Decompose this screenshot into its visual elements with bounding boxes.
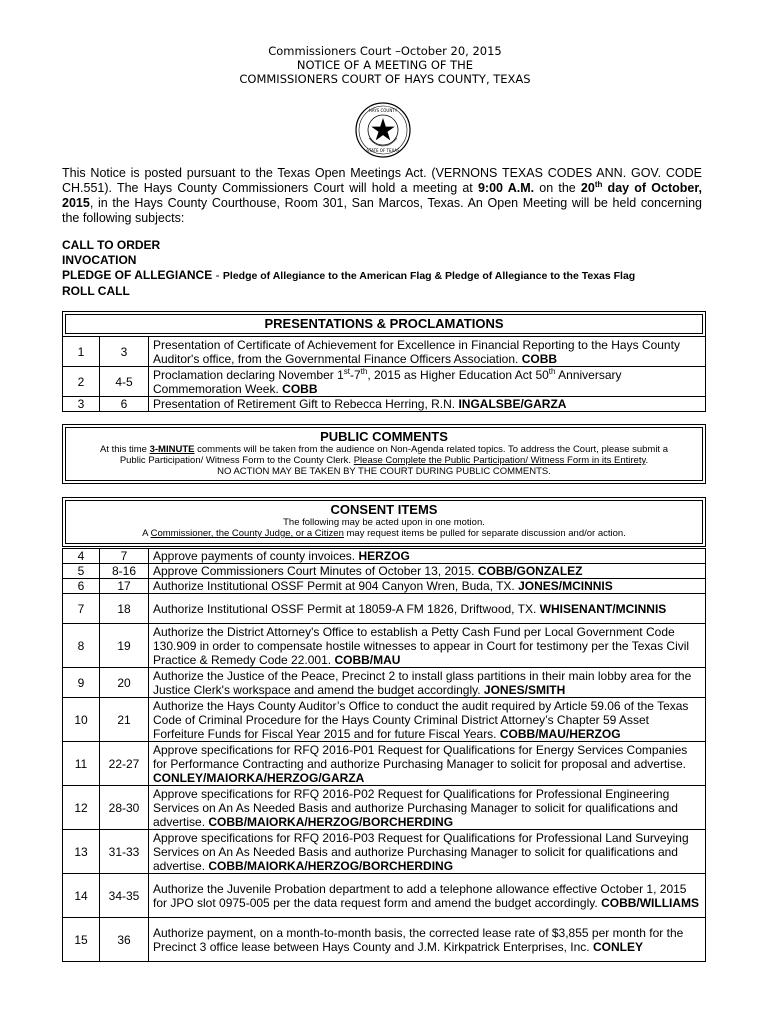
item-description: [149, 594, 706, 624]
item-pages: 8-16: [100, 564, 149, 579]
item-text: Presentation of Retirement Gift to Rebecca Herring, R.N.: [153, 397, 459, 411]
item-description: [149, 918, 706, 962]
item-pages: 34-35: [100, 874, 149, 918]
item-description: [149, 786, 706, 830]
table-row: [63, 786, 706, 830]
county-seal-icon: [355, 102, 411, 158]
consent-items-title: CONSENT ITEMS: [330, 502, 438, 517]
header-line-1: Commissioners Court –October 20, 2015: [268, 44, 502, 58]
item-text: Authorize payment, on a month-to-month basis, the corrected lease rate of $3,855 per month for the Precinct 3 office lease between Hays County and J.M. Kirkpatrick Enterprises, Inc.: [153, 925, 684, 954]
item-text: Approve specifications for RFQ 2016-P01 Request for Qualifications for Energy Services Companies for Performance Contracting and authorize Purchasing Manager to solicit for proposal and advertise.: [153, 742, 688, 771]
table-row: [63, 830, 706, 874]
item-text: Anniversary Commemoration Week.: [153, 367, 622, 396]
public-comments-line-1: [63, 444, 705, 455]
item-number: 5: [63, 564, 100, 579]
invocation: INVOCATION: [62, 253, 137, 267]
item-text: Authorize Institutional OSSF Permit at 904 Canyon Wren, Buda, TX.: [153, 579, 519, 593]
item-sponsor: COBB/MAU: [334, 652, 401, 667]
item-pages: 36: [100, 918, 149, 962]
item-number: 6: [63, 579, 100, 594]
item-number: 12: [63, 786, 100, 830]
item-pages: 4-5: [100, 367, 149, 397]
table-row: [63, 579, 706, 594]
item-text-sup: th: [548, 366, 556, 376]
table-row: [63, 698, 706, 742]
item-description: [149, 624, 706, 668]
public-text-emphasis: 3-MINUTE: [149, 444, 195, 455]
consent-text: may request items be pulled for separate discussion and/or action.: [343, 528, 626, 539]
intro-text: on the: [534, 181, 581, 195]
item-sponsor: WHISENANT/MCINNIS: [539, 601, 667, 616]
item-description: [149, 830, 706, 874]
item-pages: 31-33: [100, 830, 149, 874]
intro-text: day of: [602, 181, 652, 195]
item-pages: 18: [100, 594, 149, 624]
item-text: Approve payments of county invoices.: [153, 549, 359, 563]
item-text: Authorize Institutional OSSF Permit at 18059-A FM 1826, Driftwood, TX.: [153, 601, 540, 616]
item-pages: 19: [100, 624, 149, 668]
header-line-2: NOTICE OF A MEETING OF THE: [296, 58, 474, 72]
public-text: Public Participation/ Witness Form to the County Clerk.: [119, 455, 354, 466]
item-number: 9: [63, 668, 100, 698]
item-number: 7: [63, 594, 100, 624]
item-text: -7: [350, 367, 361, 382]
header-line-3: COMMISSIONERS COURT OF HAYS COUNTY, TEXAS: [239, 72, 531, 86]
seal-top-text: HAYS COUNTY: [368, 108, 398, 113]
consent-line-2: [63, 528, 705, 539]
item-sponsor: INGALSBE/GARZA: [458, 397, 567, 411]
table-row: [63, 594, 706, 624]
item-sponsor: COBB: [282, 381, 318, 396]
table-row: [63, 668, 706, 698]
meeting-date: October, 2015: [62, 181, 702, 210]
item-sponsor: JONES/MCINNIS: [518, 579, 613, 593]
item-sponsor: COBB/GONZALEZ: [477, 564, 583, 578]
item-sponsor: JONES/SMITH: [483, 682, 566, 697]
item-number: 11: [63, 742, 100, 786]
item-number: 14: [63, 874, 100, 918]
table-row: [63, 367, 706, 397]
meeting-time: 9:00 A.M.: [477, 181, 535, 195]
item-number: 8: [63, 624, 100, 668]
item-pages: 28-30: [100, 786, 149, 830]
table-row: [63, 564, 706, 579]
item-pages: 20: [100, 668, 149, 698]
item-sponsor: COBB/MAIORKA/HERZOG/BORCHERDING: [208, 858, 454, 873]
opening-agenda: [62, 238, 722, 299]
item-number: 4: [63, 549, 100, 564]
item-text: Approve specifications for RFQ 2016-P03 Request for Qualifications for Professional Land Surveying Services on An As Needed Basis and authorize Purchasing Manager to solicit for qualifications and advertise.: [153, 830, 689, 873]
item-text: Authorize the Juvenile Probation department to add a telephone allowance effective October 1, 2015 for JPO slot 0975-005 per the data request form and amend the budget accordingly.: [153, 881, 687, 910]
item-text-sup: st: [343, 366, 350, 376]
item-sponsor: COBB: [521, 351, 558, 366]
item-text: Authorize the Hays County Auditor’s Office to conduct the audit required by Article 59.06 of the Texas Code of Criminal Procedure for the Hays County Criminal District Attorney’s Chapter 59 Asset Forfeiture Funds for Fiscal Year 2015 and for future Fiscal Years.: [153, 698, 689, 741]
item-sponsor: COBB/MAIORKA/HERZOG/BORCHERDING: [208, 814, 454, 829]
item-sponsor: COBB/MAU/HERZOG: [499, 726, 621, 741]
consent-text-underlined: Commissioner, the County Judge, or a Citizen: [150, 528, 344, 539]
item-pages: 6: [100, 397, 149, 412]
item-description: [149, 397, 706, 412]
public-text-underlined: Please Complete the Public Participation/ Witness Form in its Entirety: [353, 455, 646, 466]
item-number: 10: [63, 698, 100, 742]
table-row: [63, 397, 706, 412]
item-pages: 3: [100, 337, 149, 367]
item-description: [149, 549, 706, 564]
item-number: 1: [63, 337, 100, 367]
presentations-table: [62, 336, 706, 412]
consent-text: A: [142, 528, 151, 539]
meeting-day: [581, 181, 602, 195]
presentations-title: PRESENTATIONS & PROCLAMATIONS: [264, 316, 504, 331]
pledge-detail: Pledge of Allegiance to the American Flag & Pledge of Allegiance to the Texas Flag: [222, 270, 636, 282]
table-row: [63, 549, 706, 564]
presentations-heading-box: [62, 311, 706, 337]
pledge-separator: -: [212, 268, 223, 282]
public-comments-title: PUBLIC COMMENTS: [320, 429, 448, 444]
consent-table-body: [63, 549, 706, 962]
pledge-title: PLEDGE OF ALLEGIANCE: [62, 268, 213, 282]
item-text: Authorize the District Attorney's Office to establish a Petty Cash Fund per Local Government Code 130.909 in order to compensate hostile witnesses to appear in Court for testimony per the Texas Civil Practice & Remedy Code 22.001.: [153, 624, 690, 667]
pledge-line: [62, 268, 722, 284]
public-text: At this time: [99, 444, 150, 455]
item-text-sup: th: [360, 366, 368, 376]
item-pages: 21: [100, 698, 149, 742]
roll-call: ROLL CALL: [62, 284, 130, 298]
meeting-day-number: 20: [580, 181, 595, 195]
consent-items-box: [62, 497, 706, 547]
intro-paragraph: [62, 166, 702, 226]
item-text: Presentation of Certificate of Achievement for Excellence in Financial Reporting to the Hays County Auditor's office, from the Governmental Finance Officers Association.: [153, 337, 680, 366]
item-description: [149, 579, 706, 594]
item-description: [149, 367, 706, 397]
item-sponsor: COBB/WILLIAMS: [601, 895, 700, 910]
item-number: 13: [63, 830, 100, 874]
item-description: [149, 698, 706, 742]
item-pages: 7: [100, 549, 149, 564]
item-text: , 2015 as Higher Education Act 50: [367, 367, 549, 382]
item-description: [149, 564, 706, 579]
public-text: .: [645, 455, 649, 466]
item-pages: 22-27: [100, 742, 149, 786]
item-description: [149, 742, 706, 786]
notice-header: [0, 44, 770, 86]
item-text: Approve Commissioners Court Minutes of October 13, 2015.: [153, 564, 478, 578]
item-number: 3: [63, 397, 100, 412]
item-description: [149, 337, 706, 367]
item-number: 15: [63, 918, 100, 962]
call-to-order: CALL TO ORDER: [62, 238, 161, 252]
consent-line-1: The following may be acted upon in one motion.: [283, 517, 485, 528]
intro-text: This Notice is posted pursuant to the Texas Open Meetings Act. (VERNONS TEXAS CODES ANN. GOV. CODE CH.551). The Hays County Commissioners Court will hold a meeting at: [62, 166, 702, 195]
public-comments-box: [62, 424, 706, 484]
item-description: [149, 874, 706, 918]
item-sponsor: CONLEY/MAIORKA/HERZOG/GARZA: [153, 770, 365, 785]
item-pages: 17: [100, 579, 149, 594]
item-text: Proclamation declaring November 1: [153, 367, 344, 382]
seal-bottom-text: STATE OF TEXAS: [366, 148, 400, 153]
table-row: [63, 918, 706, 962]
public-comments-line-2: [63, 455, 705, 466]
table-row: [63, 624, 706, 668]
item-sponsor: HERZOG: [358, 549, 410, 563]
public-text: comments will be taken from the audience on Non-Agenda related topics. To address the Court, please submit a: [194, 444, 668, 455]
item-number: 2: [63, 367, 100, 397]
item-sponsor: CONLEY: [592, 939, 643, 954]
item-description: [149, 668, 706, 698]
table-row: [63, 742, 706, 786]
public-comments-line-3: NO ACTION MAY BE TAKEN BY THE COURT DURING PUBLIC COMMENTS.: [217, 466, 551, 477]
intro-text: , in the Hays County Courthouse, Room 301, San Marcos, Texas. An Open Meeting will be held concerning the following subjects:: [62, 196, 702, 225]
table-row: [63, 874, 706, 918]
meeting-day-suffix: th: [594, 179, 603, 189]
item-text: Approve specifications for RFQ 2016-P02 Request for Qualifications for Professional Engineering Services on An As Needed Basis and authorize Purchasing Manager to solicit for qualifications and advertise.: [153, 786, 678, 829]
table-row: [63, 337, 706, 367]
item-text: Authorize the Justice of the Peace, Precinct 2 to install glass partitions in their main lobby area for the Justice Clerk's workspace and amend the budget accordingly.: [153, 668, 692, 697]
consent-table: [62, 548, 706, 962]
